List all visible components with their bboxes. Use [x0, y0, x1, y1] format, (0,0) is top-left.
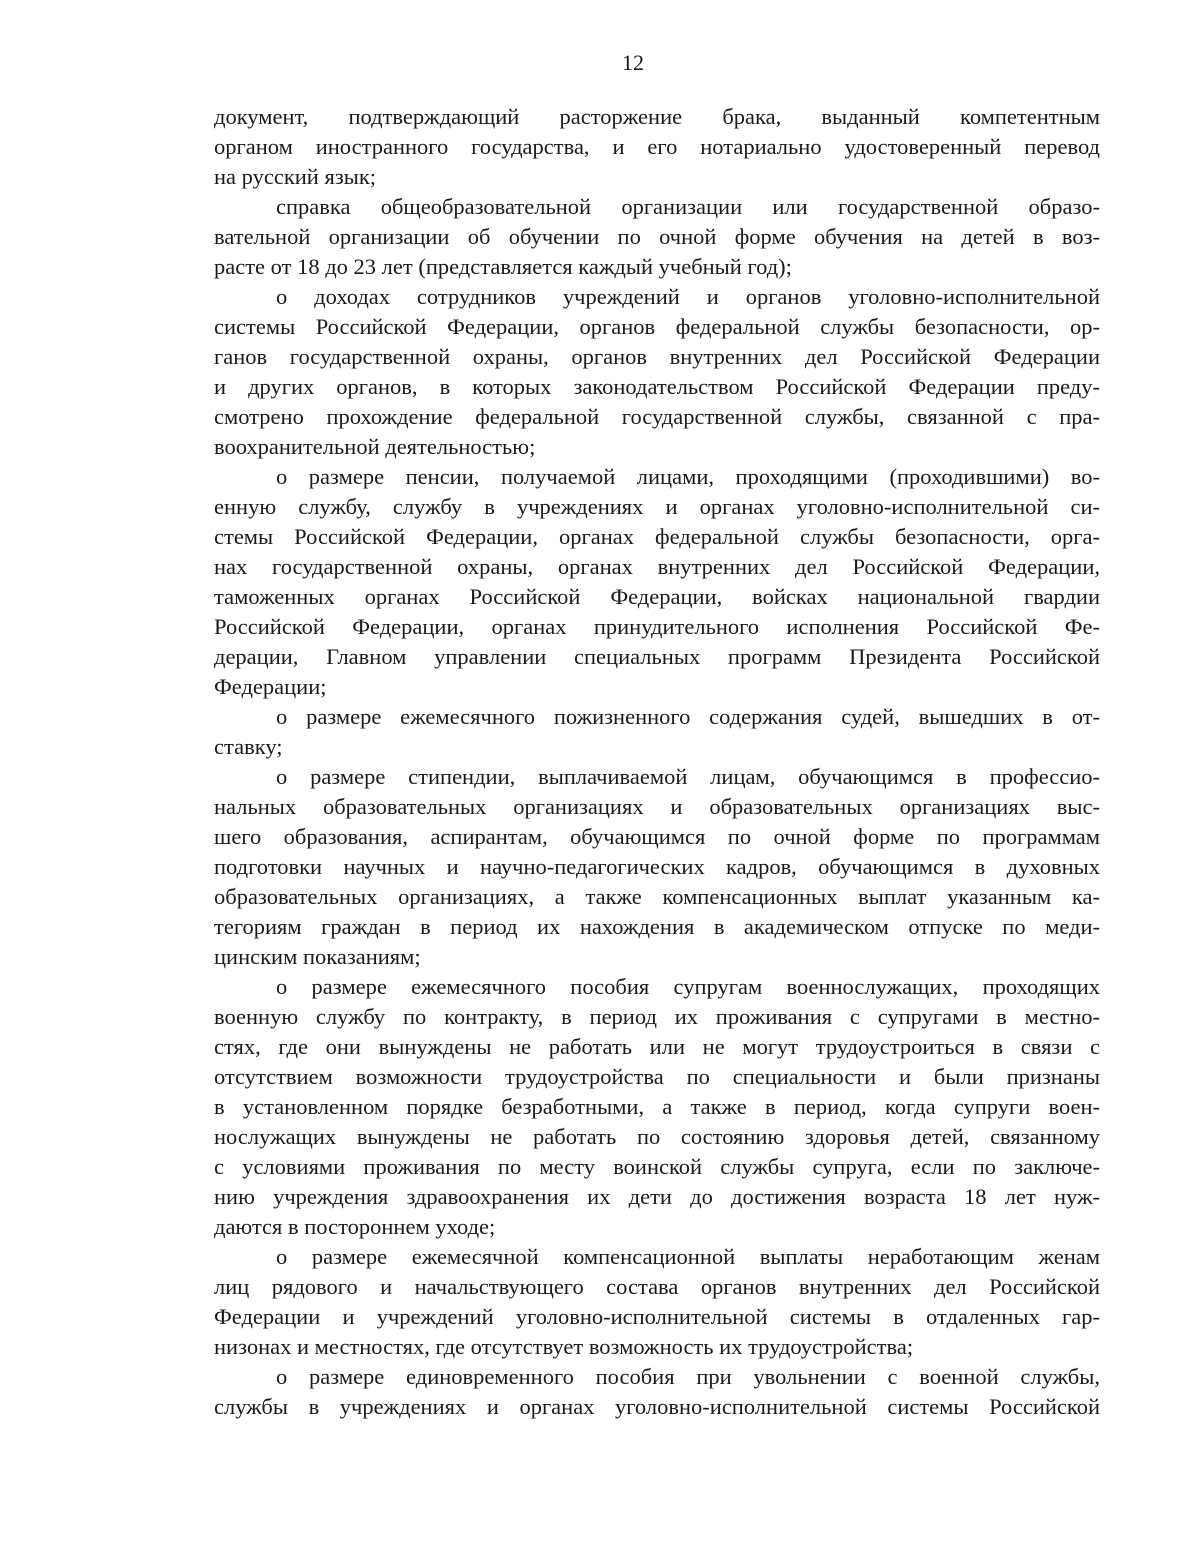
text-line: стемы Российской Федерации, органах федеральной службы безопасности, орга-: [214, 524, 1100, 549]
text-line: Федерации и учреждений уголовно-исполнительной системы в отдаленных гар-: [214, 1304, 1100, 1329]
text-line: о размере единовременного пособия при увольнении с военной службы,: [276, 1364, 1100, 1389]
text-line: тегориям граждан в период их нахождения в академическом отпуске по меди-: [214, 914, 1100, 939]
text-line: цинским показаниям;: [214, 944, 421, 969]
text-line: воохранительной деятельностью;: [214, 434, 536, 459]
text-line: отсутствием возможности трудоустройства по специальности и были признаны: [214, 1064, 1100, 1089]
text-line: ганов государственной охраны, органов внутренних дел Российской Федерации: [214, 344, 1100, 369]
text-line: образовательных организациях, а также компенсационных выплат указанным ка-: [214, 884, 1100, 909]
text-line: Российской Федерации, органах принудительного исполнения Российской Фе-: [214, 614, 1100, 639]
text-line: енную службу, службу в учреждениях и органах уголовно-исполнительной си-: [214, 494, 1100, 519]
text-line: подготовки научных и научно-педагогических кадров, обучающимся в духовных: [214, 854, 1100, 879]
text-line: с условиями проживания по месту воинской службы супруга, если по заключе-: [214, 1154, 1100, 1179]
text-line: нию учреждения здравоохранения их дети до достижения возраста 18 лет нуж-: [214, 1184, 1100, 1209]
text-line: даются в постороннем уходе;: [214, 1214, 496, 1239]
text-line: нослужащих вынуждены не работать по состоянию здоровья детей, связанному: [214, 1124, 1100, 1149]
text-line: о размере ежемесячной компенсационной выплаты неработающим женам: [276, 1244, 1100, 1269]
text-line: лиц рядового и начальствующего состава органов внутренних дел Российской: [214, 1274, 1100, 1299]
text-line: таможенных органах Российской Федерации, войсках национальной гвардии: [214, 584, 1100, 609]
text-line: в установленном порядке безработными, а также в период, когда супруги воен-: [214, 1094, 1100, 1119]
text-line: смотрено прохождение федеральной государственной службы, связанной с пра-: [214, 404, 1100, 429]
text-line: дерации, Главном управлении специальных программ Президента Российской: [214, 644, 1100, 669]
page-number: 12: [622, 50, 644, 75]
text-line: ставку;: [214, 734, 283, 759]
text-line: на русский язык;: [214, 164, 377, 189]
text-line: нальных образовательных организациях и образовательных организациях выс-: [214, 794, 1100, 819]
text-line: нах государственной охраны, органах внутренних дел Российской Федерации,: [214, 554, 1100, 579]
text-line: Федерации;: [214, 674, 327, 699]
text-line: документ, подтверждающий расторжение брака, выданный компетентным: [214, 104, 1100, 129]
text-line: вательной организации об обучении по очной форме обучения на детей в воз-: [214, 224, 1100, 249]
text-line: шего образования, аспирантам, обучающимся по очной форме по программам: [214, 824, 1100, 849]
text-line: о размере пенсии, получаемой лицами, проходящими (проходившими) во-: [276, 464, 1100, 489]
text-line: и других органов, в которых законодательством Российской Федерации преду-: [214, 374, 1100, 399]
text-line: службы в учреждениях и органах уголовно-исполнительной системы Российской: [214, 1394, 1100, 1419]
text-line: о размере ежемесячного пособия супругам военнослужащих, проходящих: [276, 974, 1100, 999]
text-line: стях, где они вынуждены не работать или не могут трудоустроиться в связи с: [214, 1034, 1100, 1059]
text-line: низонах и местностях, где отсутствует возможность их трудоустройства;: [214, 1334, 914, 1359]
text-line: справка общеобразовательной организации или государственной образо-: [276, 194, 1100, 219]
text-line: системы Российской Федерации, органов федеральной службы безопасности, ор-: [214, 314, 1100, 339]
text-line: органом иностранного государства, и его нотариально удостоверенный перевод: [214, 134, 1100, 159]
text-line: военную службу по контракту, в период их проживания с супругами в местно-: [214, 1004, 1100, 1029]
text-line: о размере стипендии, выплачиваемой лицам, обучающимся в профессио-: [276, 764, 1100, 789]
text-line: расте от 18 до 23 лет (представляется каждый учебный год);: [214, 254, 792, 279]
text-line: о доходах сотрудников учреждений и органов уголовно-исполнительной: [276, 284, 1100, 309]
text-line: о размере ежемесячного пожизненного содержания судей, вышедших в от-: [276, 704, 1100, 729]
